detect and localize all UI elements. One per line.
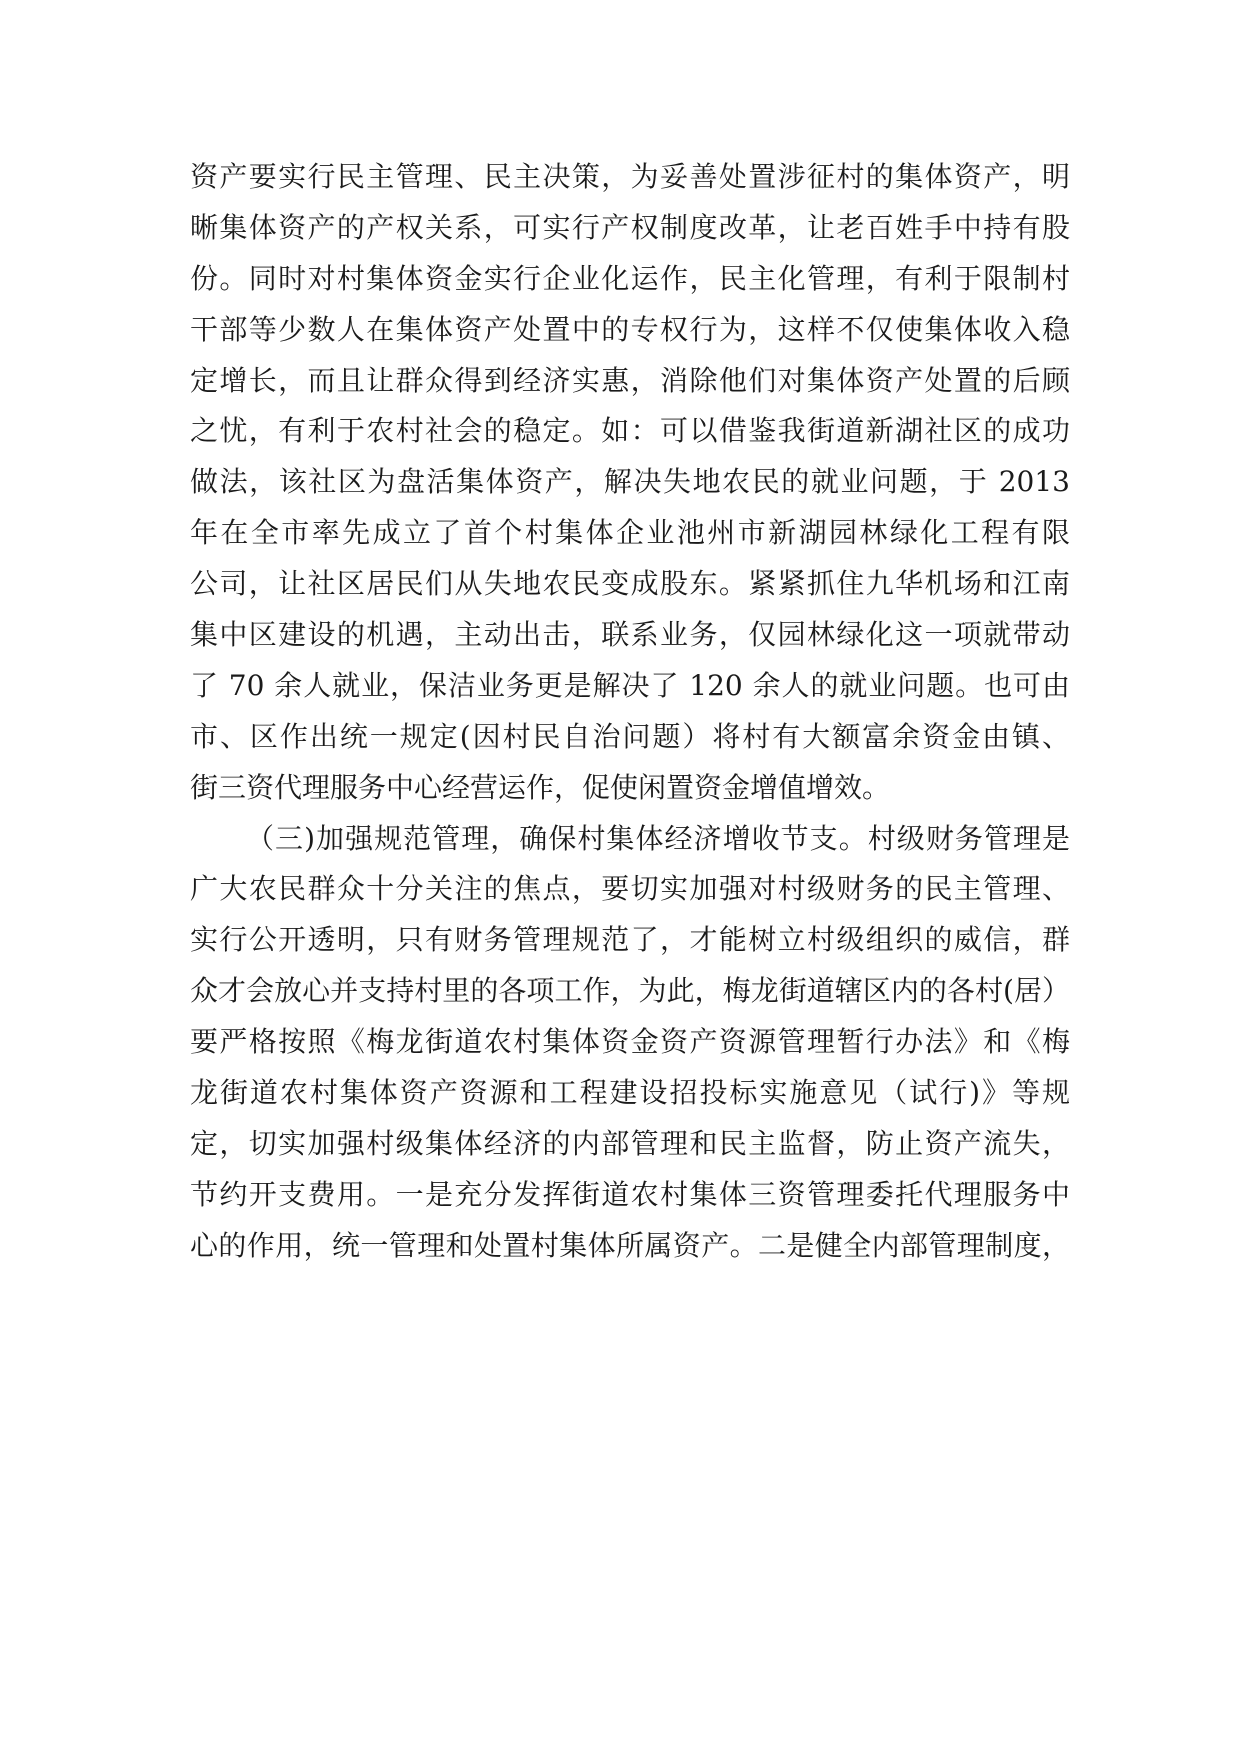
text-line: 广大农民群众十分关注的焦点，要切实加强对村级财务的民主管理、 <box>190 872 1070 906</box>
text-line: 晰集体资产的产权关系，可实行产权制度改革，让老百姓手中持有股 <box>190 210 1070 244</box>
text-line: 市、区作出统一规定(因村民自治问题）将村有大额富余资金由镇、 <box>190 719 1070 753</box>
text-line: 定增长，而且让群众得到经济实惠，消除他们对集体资产处置的后顾 <box>190 363 1070 397</box>
section-heading-line: （三)加强规范管理，确保村集体经济增收节支。村级财务管理是 <box>246 821 1070 855</box>
text-line: 龙街道农村集体资产资源和工程建设招投标实施意见（试行)》等规 <box>190 1076 1070 1110</box>
paragraph-end-line: 街三资代理服务中心经营运作，促使闲置资金增值增效。 <box>190 770 891 804</box>
text-line: 节约开支费用。一是充分发挥街道农村集体三资管理委托代理服务中 <box>190 1177 1070 1211</box>
text-line: 心的作用，统一管理和处置村集体所属资产。二是健全内部管理制度， <box>190 1228 1070 1262</box>
text-line: 定，切实加强村级集体经济的内部管理和民主监督，防止资产流失， <box>190 1126 1070 1160</box>
text-line: 资产要实行民主管理、民主决策，为妥善处置涉征村的集体资产，明 <box>190 160 1070 193</box>
text-line: 了 70 余人就业，保洁业务更是解决了 120 余人的就业问题。也可由 <box>190 668 1070 702</box>
text-line: 年在全市率先成立了首个村集体企业池州市新湖园林绿化工程有限 <box>190 516 1070 550</box>
text-line: 众才会放心并支持村里的各项工作，为此，梅龙街道辖区内的各村(居） <box>190 974 1070 1008</box>
text-line: 干部等少数人在集体资产处置中的专权行为，这样不仅使集体收入稳 <box>190 312 1070 346</box>
body-text <box>190 152 1070 1272</box>
text-line: 实行公开透明，只有财务管理规范了，才能树立村级组织的威信，群 <box>190 923 1070 957</box>
text-line: 集中区建设的机遇，主动出击，联系业务，仅园林绿化这一项就带动 <box>190 618 1070 652</box>
text-line: 做法，该社区为盘活集体资产，解决失地农民的就业问题，于 2013 <box>190 465 1070 499</box>
text-line: 份。同时对村集体资金实行企业化运作，民主化管理，有利于限制村 <box>190 261 1070 295</box>
text-line: 要严格按照《梅龙街道农村集体资金资产资源管理暂行办法》和《梅 <box>190 1025 1070 1059</box>
text-line: 公司，让社区居民们从失地农民变成股东。紧紧抓住九华机场和江南 <box>190 567 1070 601</box>
text-line: 之忧，有利于农村社会的稳定。如：可以借鉴我街道新湖社区的成功 <box>190 414 1070 448</box>
